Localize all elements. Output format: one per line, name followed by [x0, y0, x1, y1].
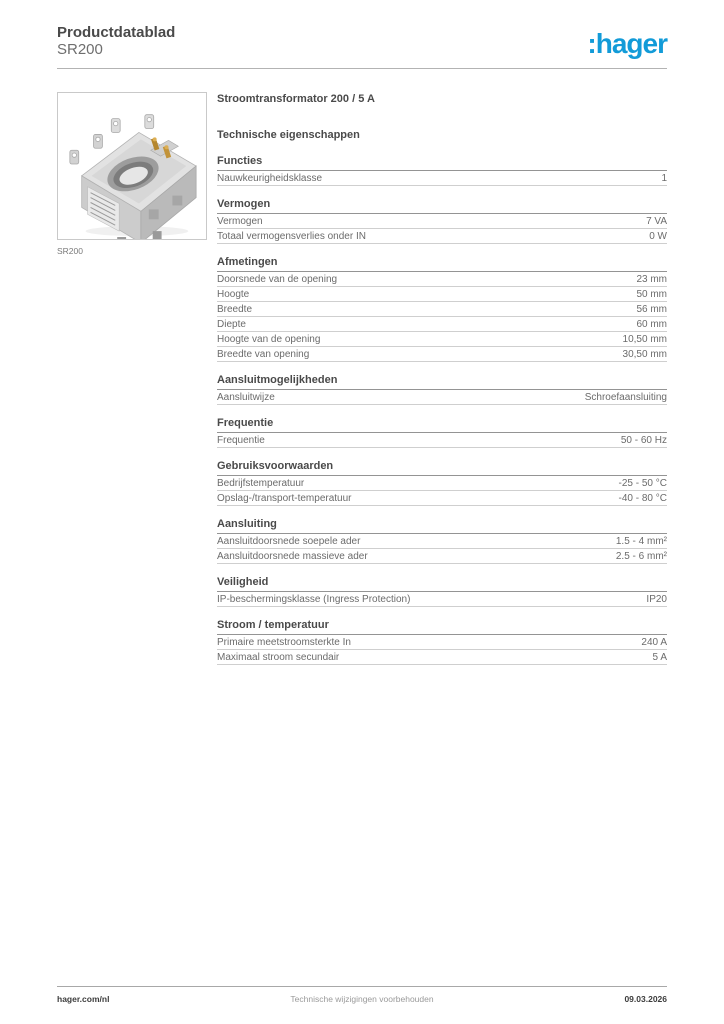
hager-logo: :hager [587, 28, 667, 59]
spec-row-value: 50 mm [636, 289, 667, 300]
spec-row [217, 549, 667, 564]
spec-row-label: Bedrijfstemperatuur [217, 478, 305, 489]
footer-date: 09.03.2026 [624, 994, 667, 1004]
spec-row-label: Opslag-/transport-temperatuur [217, 493, 352, 504]
spec-row [217, 476, 667, 491]
spec-row-label: Breedte van opening [217, 349, 310, 360]
spec-row [217, 650, 667, 665]
spec-row-value: 10,50 mm [622, 334, 667, 345]
spec-row-label: IP-beschermingsklasse (Ingress Protection) [217, 594, 411, 605]
spec-row-label: Frequentie [217, 435, 265, 446]
spec-section-title: Stroom / temperatuur [217, 619, 667, 635]
spec-row [217, 534, 667, 549]
spec-section-title: Aansluiting [217, 518, 667, 534]
spec-row-value: 23 mm [636, 274, 667, 285]
technical-properties-heading: Technische eigenschappen [217, 129, 360, 141]
spec-section-title: Vermogen [217, 198, 667, 214]
spec-row [217, 214, 667, 229]
spec-row [217, 592, 667, 607]
spec-row-label: Maximaal stroom secundair [217, 652, 340, 663]
spec-section [217, 155, 667, 186]
page-header [57, 24, 667, 69]
spec-row-label: Diepte [217, 319, 246, 330]
spec-row-value: IP20 [646, 594, 667, 605]
spec-section-rows [217, 214, 667, 244]
product-image-caption: SR200 [57, 246, 83, 256]
spec-section [217, 256, 667, 362]
spec-section [217, 417, 667, 448]
spec-row-label: Aansluitwijze [217, 392, 275, 403]
spec-row-value: 56 mm [636, 304, 667, 315]
spec-section [217, 198, 667, 244]
spec-row [217, 302, 667, 317]
spec-row-value: 60 mm [636, 319, 667, 330]
product-image-column [57, 92, 207, 256]
spec-section-title: Gebruiksvoorwaarden [217, 460, 667, 476]
spec-section [217, 518, 667, 564]
spec-section-rows [217, 534, 667, 564]
spec-section-title: Aansluitmogelijkheden [217, 374, 667, 390]
page-footer [57, 986, 667, 1004]
spec-row-label: Aansluitdoorsnede soepele ader [217, 536, 361, 547]
spec-section-title: Frequentie [217, 417, 667, 433]
spec-row-value: 7 VA [646, 216, 667, 227]
spec-row [217, 171, 667, 186]
spec-row-label: Nauwkeurigheidsklasse [217, 173, 323, 184]
spec-section-rows [217, 272, 667, 362]
spec-section [217, 619, 667, 665]
spec-section [217, 576, 667, 607]
current-transformer-illustration [58, 93, 206, 239]
spec-row-value: 0 W [649, 231, 667, 242]
spec-row-value: 30,50 mm [622, 349, 667, 360]
main-content [57, 92, 667, 665]
spec-section-rows [217, 476, 667, 506]
footer-disclaimer: Technische wijzigingen voorbehouden [290, 994, 434, 1004]
product-image [57, 92, 207, 240]
spec-row-value: -40 - 80 °C [618, 493, 667, 504]
spec-row [217, 491, 667, 506]
document-title: Productdatablad [57, 24, 176, 41]
spec-row [217, 390, 667, 405]
spec-section-rows [217, 635, 667, 665]
spec-section [217, 374, 667, 405]
spec-row-value: 5 A [652, 652, 667, 663]
spec-row [217, 332, 667, 347]
spec-row [217, 287, 667, 302]
spec-row-value: -25 - 50 °C [618, 478, 667, 489]
spec-row-label: Totaal vermogensverlies onder IN [217, 231, 366, 242]
spec-section-title: Veiligheid [217, 576, 667, 592]
spec-row [217, 272, 667, 287]
product-description-heading: Stroomtransformator 200 / 5 A [217, 93, 375, 105]
spec-row-value: 1.5 - 4 mm² [615, 536, 667, 547]
spec-row-label: Breedte [217, 304, 253, 315]
spec-section-title: Afmetingen [217, 256, 667, 272]
spec-section-title: Functies [217, 155, 667, 171]
spec-row [217, 229, 667, 244]
title-block [57, 24, 175, 58]
spec-row-value: Schroefaansluiting [584, 392, 667, 403]
spec-row-label: Vermogen [217, 216, 263, 227]
spec-row-label: Primaire meetstroomsterkte In [217, 637, 351, 648]
spec-row-label: Doorsnede van de opening [217, 274, 338, 285]
spec-row-value: 1 [661, 173, 667, 184]
spec-row [217, 317, 667, 332]
spec-row-value: 50 - 60 Hz [620, 435, 667, 446]
spec-row-label: Hoogte [217, 289, 250, 300]
spec-row [217, 347, 667, 362]
spec-row [217, 635, 667, 650]
spec-row [217, 433, 667, 448]
product-code: SR200 [57, 41, 103, 58]
spec-row-label: Aansluitdoorsnede massieve ader [217, 551, 368, 562]
spec-row-label: Hoogte van de opening [217, 334, 321, 345]
spec-column [217, 92, 667, 665]
spec-sections [217, 155, 667, 665]
spec-row-value: 2.5 - 6 mm² [615, 551, 667, 562]
spec-section-rows [217, 390, 667, 405]
spec-row-value: 240 A [641, 637, 667, 648]
footer-website-link[interactable]: hager.com/nl [57, 994, 110, 1004]
spec-section [217, 460, 667, 506]
spec-section-rows [217, 433, 667, 448]
spec-section-rows [217, 592, 667, 607]
spec-section-rows [217, 171, 667, 186]
